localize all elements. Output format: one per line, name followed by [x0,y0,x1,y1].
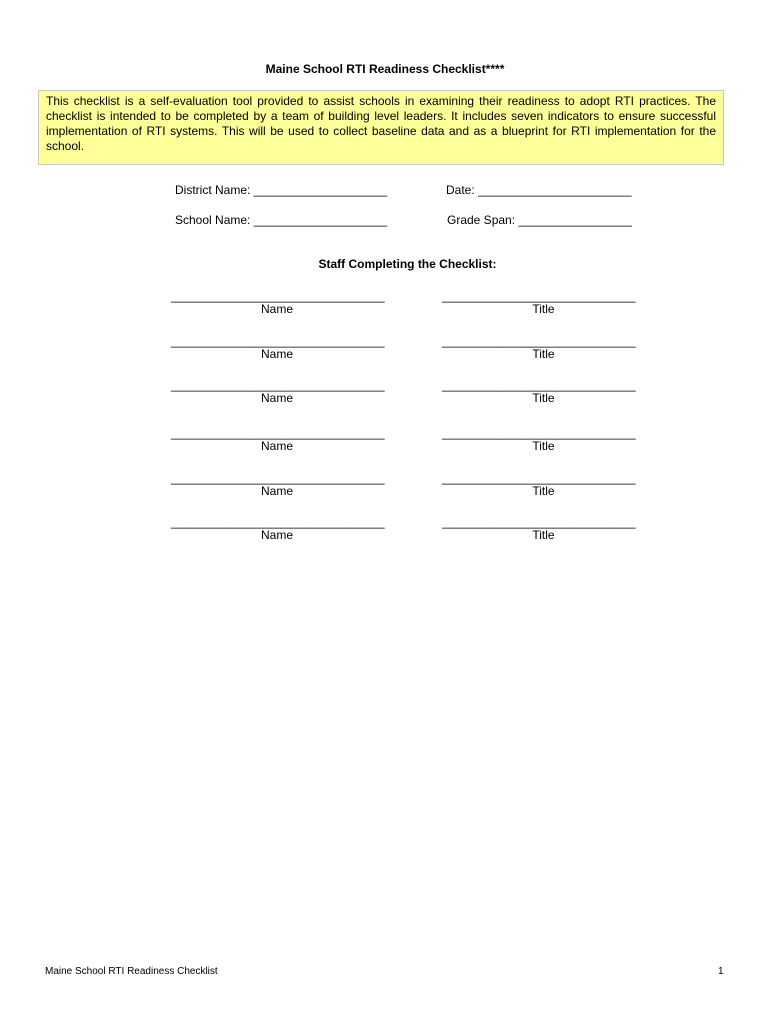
name-label: Name [260,347,293,361]
district-name-field[interactable]: District Name: ____________________ [175,183,388,197]
title-signature-line[interactable]: _____________________________ [442,334,636,348]
date-field[interactable]: Date: _______________________ [446,183,632,197]
page-number: 1 [718,966,724,977]
name-signature-line[interactable]: ________________________________ [171,471,385,485]
title-label: Title [532,439,555,453]
name-signature-line[interactable]: ________________________________ [171,426,385,440]
name-signature-line[interactable]: ________________________________ [171,515,385,529]
title-signature-line[interactable]: _____________________________ [442,426,636,440]
title-signature-line[interactable]: _____________________________ [442,471,636,485]
grade-span-field[interactable]: Grade Span: _________________ [447,213,632,227]
title-label: Title [532,347,555,361]
name-signature-line[interactable]: ________________________________ [171,289,385,303]
name-signature-line[interactable]: ________________________________ [171,334,385,348]
staff-heading: Staff Completing the Checklist: [318,257,497,271]
document-title: Maine School RTI Readiness Checklist**** [265,62,505,76]
name-label: Name [260,528,293,542]
name-label: Name [260,391,293,405]
title-label: Title [532,484,555,498]
title-signature-line[interactable]: _____________________________ [442,515,636,529]
title-signature-line[interactable]: _____________________________ [442,289,636,303]
intro-box [38,90,724,165]
name-label: Name [260,439,293,453]
intro-text: This checklist is a self-evaluation tool provided to assist schools in examining their readiness to adopt RTI practices. The checklist is intended to be completed by a team of building level leaders. It includes seven indicators to ensure successful implementation of RTI systems. This will be used to collect baseline data and as a blueprint for RTI implementation for the school. [46,94,716,153]
school-name-field[interactable]: School Name: ____________________ [175,213,388,227]
name-label: Name [260,484,293,498]
title-label: Title [532,391,555,405]
title-label: Title [532,302,555,316]
footer-title: Maine School RTI Readiness Checklist [45,966,218,977]
title-label: Title [532,528,555,542]
name-label: Name [260,302,293,316]
name-signature-line[interactable]: ________________________________ [171,378,385,392]
title-signature-line[interactable]: _____________________________ [442,378,636,392]
